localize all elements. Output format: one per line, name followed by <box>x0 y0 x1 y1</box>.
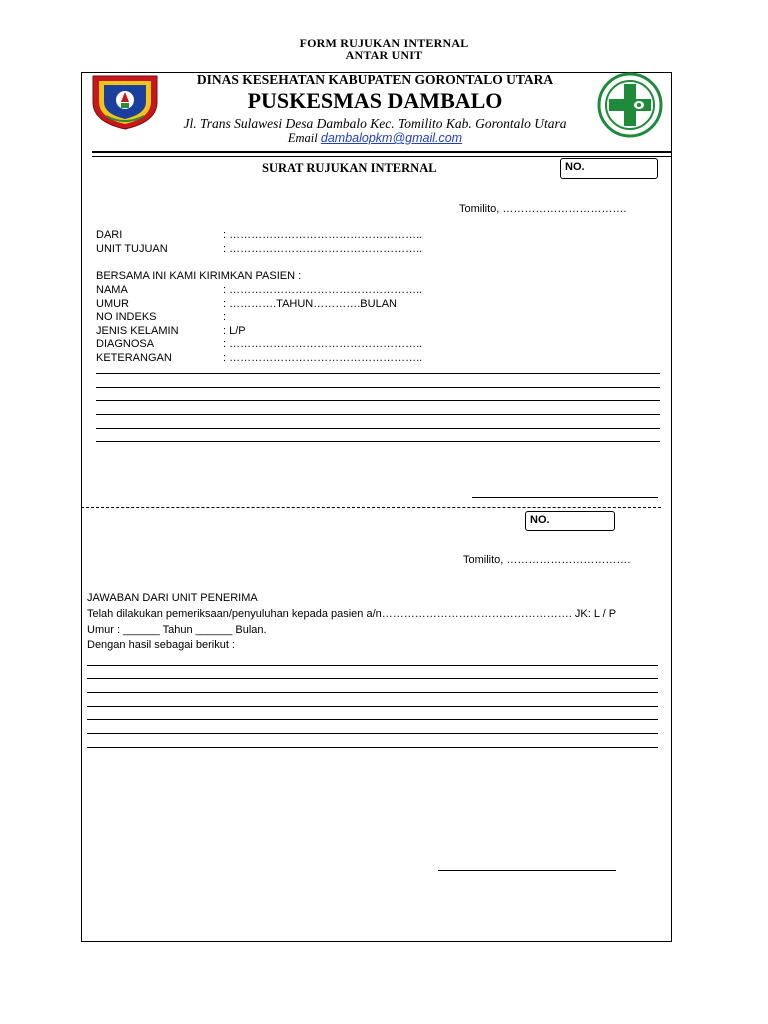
row-label-nama: NAMA <box>96 284 128 296</box>
writing-line[interactable] <box>96 387 660 388</box>
signature-line-sender[interactable] <box>472 497 658 498</box>
header-rule-thick <box>92 151 671 153</box>
row-label-umur: UMUR <box>96 298 129 310</box>
referral-number-box[interactable]: NO. <box>560 158 658 179</box>
writing-line[interactable] <box>87 733 658 734</box>
patient-intro: BERSAMA INI KAMI KIRIMKAN PASIEN : <box>96 270 302 282</box>
form-title-line1: FORM RUJUKAN INTERNAL <box>299 36 469 50</box>
row-value-unit-tujuan[interactable]: : …………………………………………….. <box>223 243 423 255</box>
row-value-no-indeks[interactable]: : <box>223 311 227 323</box>
writing-line[interactable] <box>96 441 660 442</box>
header-rule-thin <box>92 156 671 157</box>
reply-result-label: Dengan hasil sebagai berikut : <box>87 639 235 651</box>
email-link[interactable]: dambalopkm@gmail.com <box>320 131 463 145</box>
row-value-umur[interactable]: : ………….TAHUN………….BULAN <box>223 298 397 310</box>
row-value-nama[interactable]: : …………………………………………….. <box>223 284 423 296</box>
email-line <box>150 131 600 146</box>
row-value-dari[interactable]: : …………………………………………….. <box>223 229 423 241</box>
writing-line[interactable] <box>87 706 658 707</box>
row-value-keterangan[interactable]: : …………………………………………….. <box>223 352 423 364</box>
address: Jl. Trans Sulawesi Desa Dambalo Kec. Tomilito Kab. Gorontalo Utara <box>183 116 567 131</box>
writing-line[interactable] <box>87 747 658 748</box>
writing-line[interactable] <box>87 719 658 720</box>
tear-off-separator <box>81 507 661 508</box>
writing-line[interactable] <box>96 373 660 374</box>
puskesmas-logo <box>597 72 663 138</box>
row-value-jenis-kelamin[interactable]: : L/P <box>223 325 246 337</box>
email-label: Email <box>287 131 318 145</box>
writing-line[interactable] <box>87 665 658 666</box>
writing-line[interactable] <box>96 414 660 415</box>
referral-title: SURAT RUJUKAN INTERNAL <box>262 161 437 175</box>
row-label-jenis-kelamin: JENIS KELAMIN <box>96 325 179 337</box>
agency-name: DINAS KESEHATAN KABUPATEN GORONTALO UTARA <box>196 72 554 87</box>
row-label-diagnosa: DIAGNOSA <box>96 338 155 350</box>
row-label-keterangan: KETERANGAN <box>96 352 172 364</box>
reply-place-date: Tomilito, ……………………………. <box>463 554 631 566</box>
writing-line[interactable] <box>87 678 658 679</box>
reply-age-line: Umur : ______ Tahun ______ Bulan. <box>87 624 267 636</box>
signature-line-receiver[interactable] <box>438 870 616 871</box>
writing-line[interactable] <box>96 428 660 429</box>
form-title-line2: ANTAR UNIT <box>345 48 423 62</box>
reply-examination-line: Telah dilakukan pemeriksaan/penyuluhan kepada pasien a/n……………………………………………. JK: L / P <box>87 608 617 620</box>
row-label-no-indeks: NO INDEKS <box>96 311 157 323</box>
puskesmas-name: PUSKESMAS DAMBALO <box>247 88 503 113</box>
referral-place-date: Tomilito, ……………………………. <box>459 203 627 215</box>
writing-line[interactable] <box>87 692 658 693</box>
regency-emblem-logo <box>91 72 159 130</box>
row-value-diagnosa[interactable]: : …………………………………………….. <box>223 338 423 350</box>
writing-line[interactable] <box>96 400 660 401</box>
reply-heading: JAWABAN DARI UNIT PENERIMA <box>87 592 258 604</box>
row-label-dari: DARI <box>96 229 123 241</box>
reply-number-box[interactable]: NO. <box>525 511 615 531</box>
row-label-unit-tujuan: UNIT TUJUAN <box>96 243 168 255</box>
